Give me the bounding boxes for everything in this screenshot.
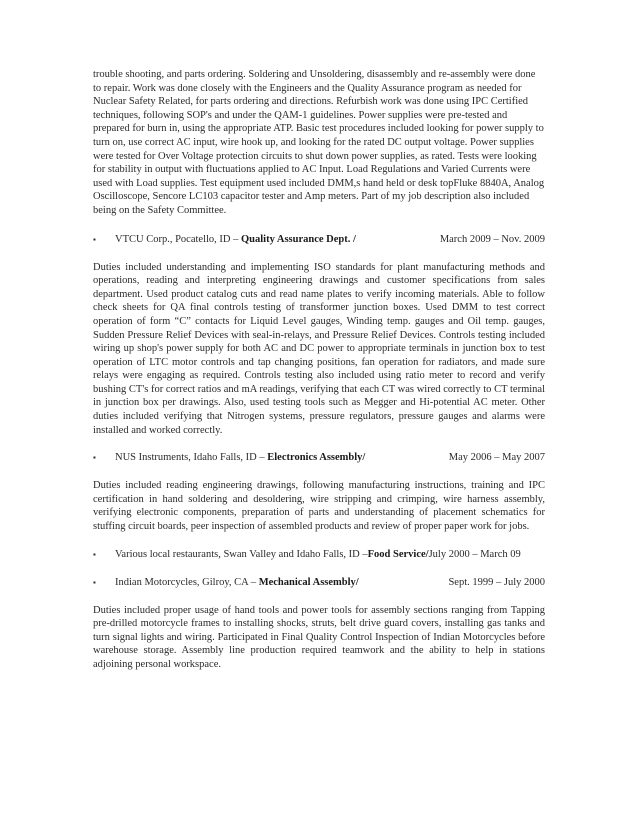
job-department: Mechanical Assembly/ bbox=[258, 576, 359, 588]
job-department: Quality Assurance Dept. / bbox=[241, 233, 356, 245]
job-dates: May 2006 – May 2007 bbox=[448, 452, 545, 464]
bullet-icon: ▪ bbox=[93, 234, 96, 244]
job-company: NUS Instruments, Idaho Falls, ID – Electronics Assembly/ bbox=[115, 452, 366, 464]
bullet-icon: ▪ bbox=[93, 453, 96, 463]
job-dates: Sept. 1999 – July 2000 bbox=[448, 576, 545, 588]
job-entry-vtcu bbox=[93, 233, 545, 247]
bullet-icon: ▪ bbox=[93, 549, 96, 559]
job-description-indian: Duties included proper usage of hand tools and power tools for assembly sections ranging from Tapping pre-drilled motorcycle frames to installing shocks, struts, belt drive guard covers, installing gas tanks and turn signal lights and wiring. Participated in Final Quality Control Inspection of Indian Motorcycles before warehouse storage. Assembly line production required teamwork and the ability to help in stations adjoining personal workspace. bbox=[93, 604, 545, 670]
job-entry-restaurants bbox=[93, 548, 545, 562]
job-entry-indian bbox=[93, 576, 545, 590]
resume-page bbox=[93, 68, 545, 672]
job-company: Various local restaurants, Swan Valley and Idaho Falls, ID –Food Service/July 2000 – March 09 bbox=[115, 548, 521, 560]
job-company: VTCU Corp., Pocatello, ID – Quality Assurance Dept. / bbox=[115, 233, 356, 245]
job-department: Electronics Assembly/ bbox=[267, 452, 366, 464]
intro-paragraph: trouble shooting, and parts ordering. Soldering and Unsoldering, disassembly and re-assembly were done to repair. Work was done closely with the Engineers and the Quality Assurance program as needed for Nuclear Safety Related, for parts ordering and directions. Refurbish work was done using IPC Certified techniques, following SOP's and under the QAM-1 guidelines. Power supplies were pre-tested and prepared for burn in, using the appropriate ATP. Basic test procedures included looking for power supply to turn on, use correct AC input, wire hook up, and looking for the rated DC output voltage. Power supplies were tested for Over Voltage protection circuits to shut down power supplies, as rated. Tests were looking for stability in output with fluctuations applied to AC Input. Load Regulations and Varied Currents were used with Load supplies. Test equipment used included DMM,s hand held or desk topFluke 8840A, Analog Oscilloscope, Sencore LC103 capacitor tester and Amp meters. Part of my job description also included being on the Safety Committee. bbox=[93, 69, 545, 216]
bullet-icon: ▪ bbox=[93, 577, 96, 587]
job-department: Food Service/ bbox=[367, 548, 429, 560]
job-dates: July 2000 – March 09 bbox=[428, 548, 521, 560]
job-description-nus: Duties included reading engineering drawings, following manufacturing instructions, training and IPC certification in hand soldering and desoldering, wire stripping and crimping, wire harness assembly, verifying electronic components, preparation of parts and understanding of placement schematics for stuffing circuit boards, peer inspection of assembled products and review of proper paper work for jobs. bbox=[93, 480, 545, 533]
job-description-vtcu: Duties included understanding and implementing ISO standards for plant manufacturing methods and operations, reading and interpreting engineering drawings and customer specifications from sales department. Used product catalog cuts and read name plates to verify incoming materials. Able to follow check sheets for QA final controls testing of transformer junction boxes. Used DMM to test correct operation of form “C” contacts for Liquid Level gauges, Winding temp. gauges and Oil temp. gauges, Sudden Pressure Relief Devices with seal-in-relays, and Pressure Relief Devices. Controls testing included wiring up shop's power supply for both AC and DC power to appropriate terminals in junction box to test operation of LTC motor controls and tap changing positions, fan operation for radiators, and made sure relays were engaging as required. Controls testing also included using ratio meter to record and verify bushing CT's for correct ratios and mA readings, verifying that each CT was wired correctly to CT terminal in junction box per drawings. Also, used testing tools such as Megger and Hi-potential AC meter. Other duties included verifying that Nitrogen systems, pressure regulators, pressure gauges and alarms were installed and worked correctly. bbox=[93, 261, 545, 436]
job-dates: March 2009 – Nov. 2009 bbox=[439, 233, 545, 245]
job-entry-nus bbox=[93, 451, 545, 465]
job-company: Indian Motorcycles, Gilroy, CA – Mechanical Assembly/ bbox=[115, 576, 359, 588]
